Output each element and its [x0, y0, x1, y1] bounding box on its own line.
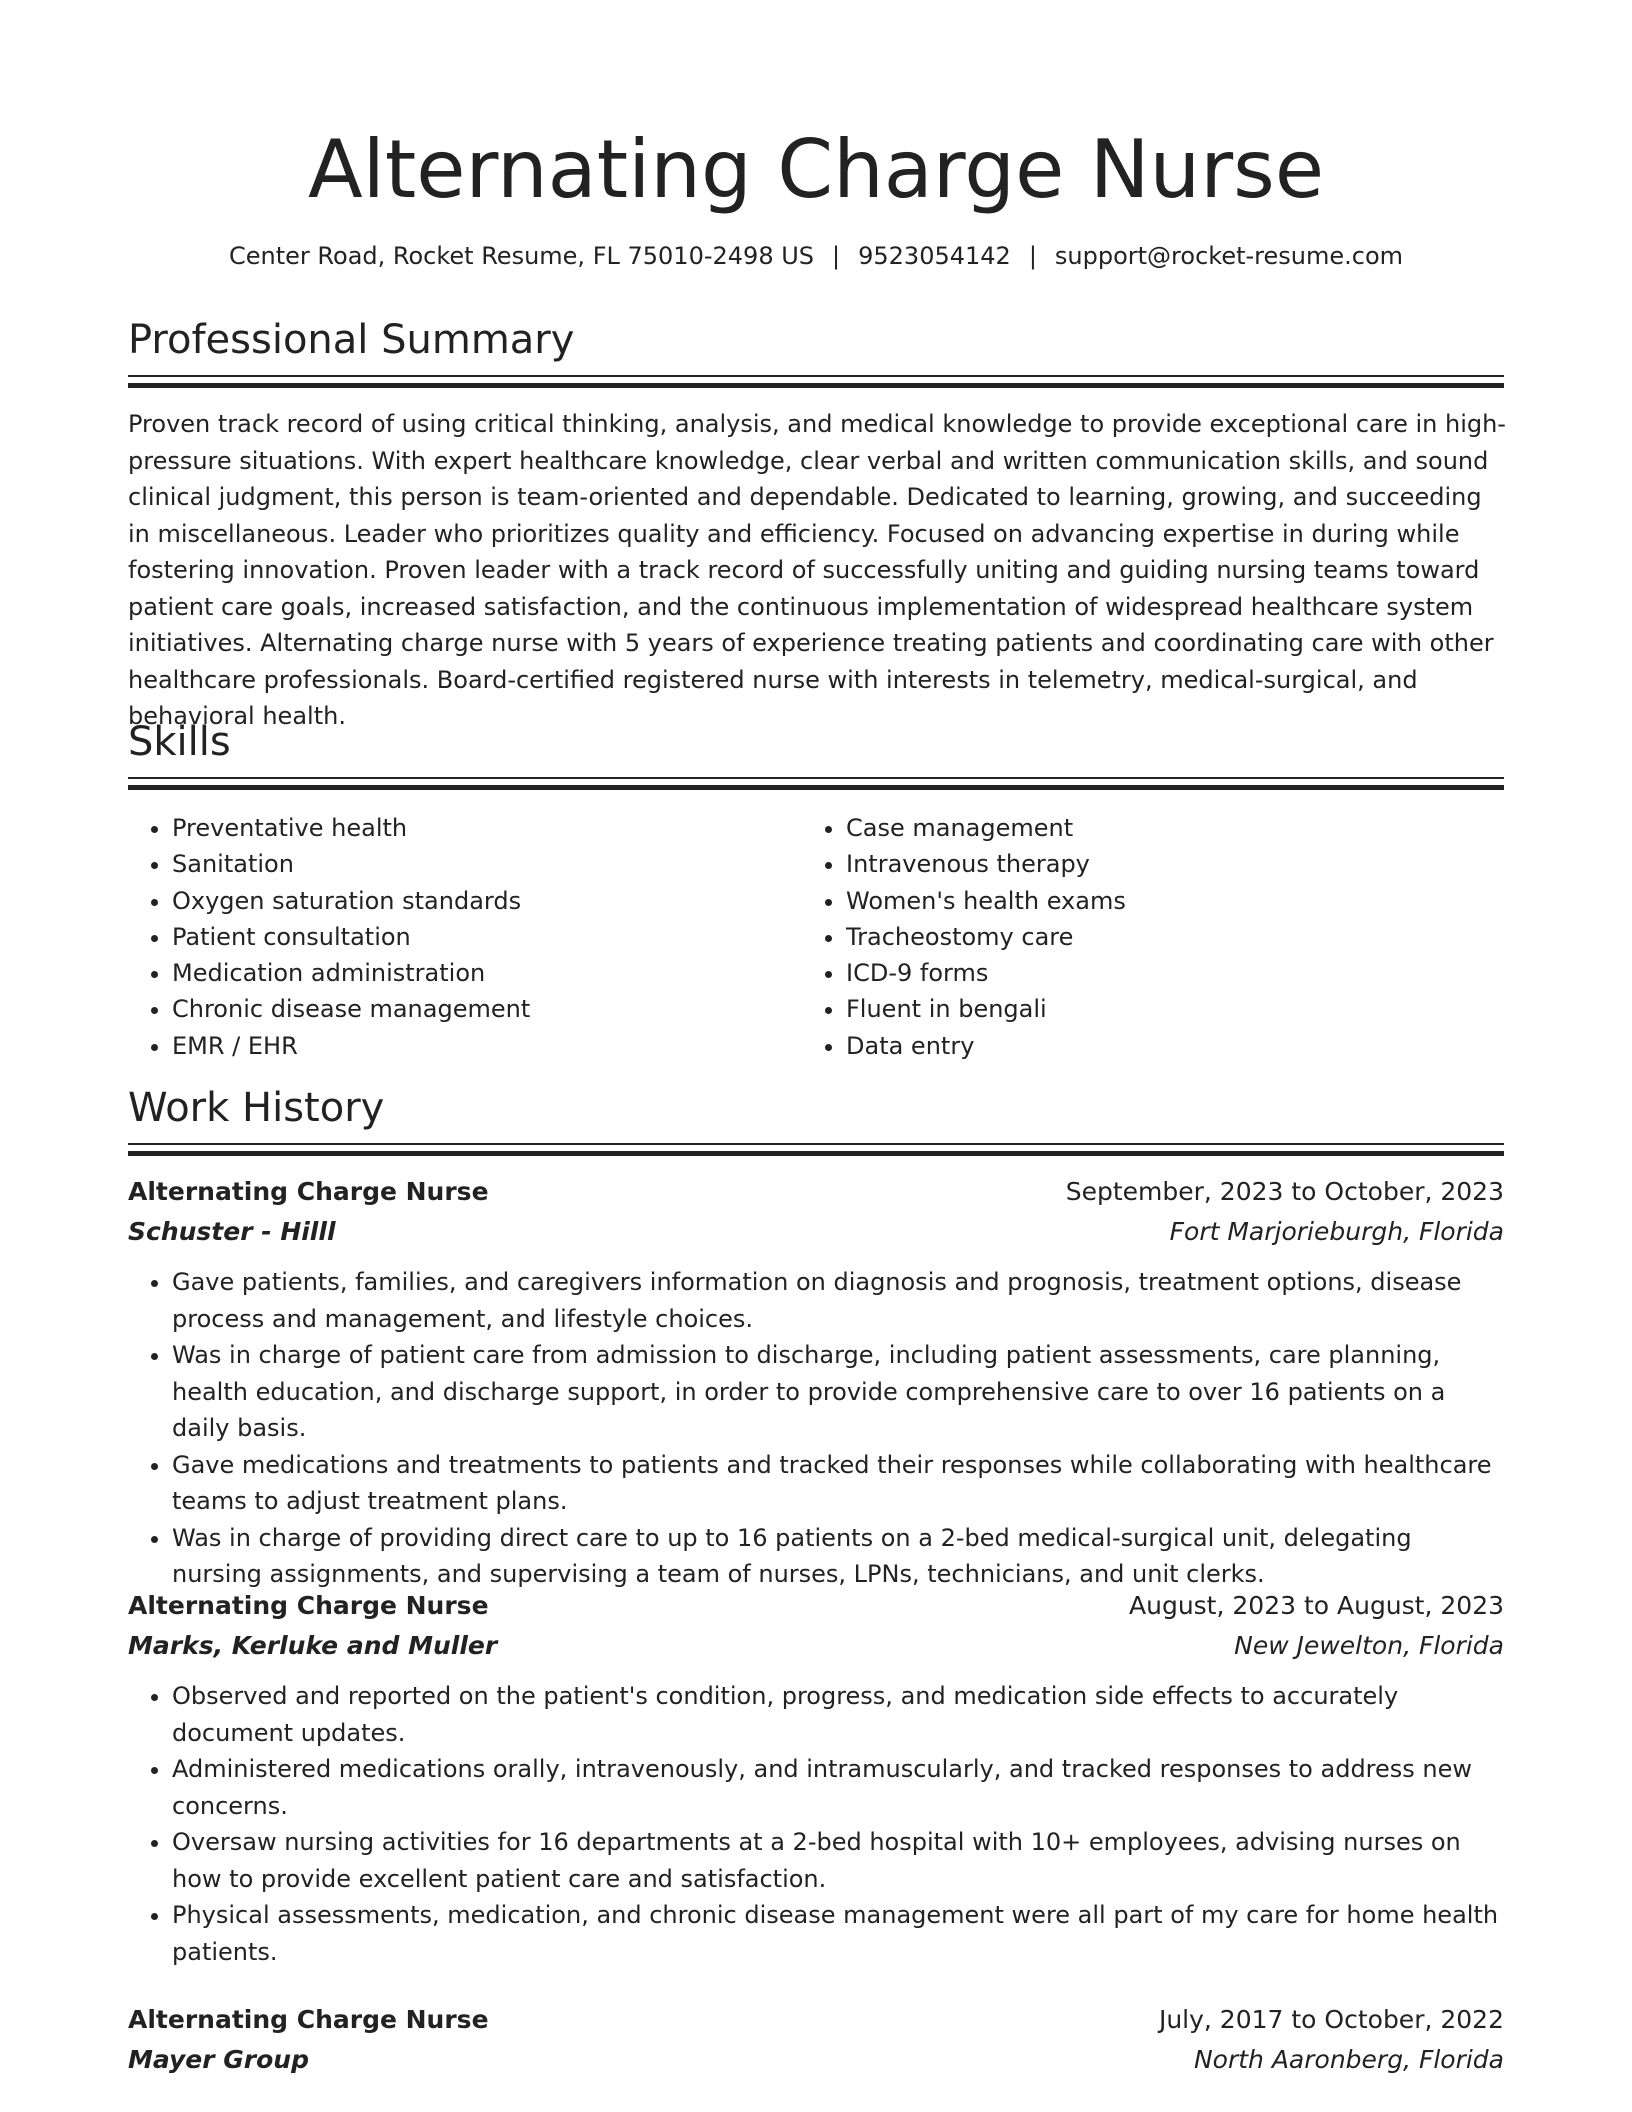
summary-text: Proven track record of using critical thinking, analysis, and medical knowledge to provide exceptional care in high-pressure situations. With expert healthcare knowledge, clear verbal and written communication skills, and sound clinical judgment, this person is team-oriented and dependable. Dedicated to learning, growing, and succeeding in miscellaneous. Leader who prioritizes quality and efficiency. Focused on advancing expertise in during while fostering innovation. Proven leader with a track record of successfully uniting and guiding nursing teams toward patient care goals, increased satisfaction, and the continuous implementation of widespread healthcare system initiatives. Alternating charge nurse with 5 years of experience treating patients and coordinating care with other healthcare professionals. Board-certified registered nurse with interests in telemetry, medical-surgical, and behavioral health.: [128, 410, 1506, 730]
job-company: Mayer Group: [128, 2045, 309, 2074]
contact-phone: 9523054142: [858, 242, 1011, 270]
section-heading-skills: Skills: [128, 719, 231, 765]
contact-separator: |: [832, 242, 841, 270]
job-title: Alternating Charge Nurse: [128, 2005, 489, 2034]
job-bullet: • Administered medications orally, intravenously, and intramuscularly, and tracked responses to address new concerns.: [172, 1751, 1508, 1824]
section-heading-summary: Professional Summary: [128, 317, 575, 363]
job-company: Schuster - Hilll: [128, 1217, 336, 1246]
contact-email: support@rocket-resume.com: [1054, 242, 1403, 270]
skill-item: • EMR / EHR: [172, 1028, 788, 1064]
skill-item: • Oxygen saturation standards: [172, 883, 788, 919]
job-title: Alternating Charge Nurse: [128, 1591, 489, 1620]
contact-address: Center Road, Rocket Resume, FL 75010-2498 US: [229, 242, 815, 270]
skill-item: • Chronic disease management: [172, 991, 788, 1027]
job-title: Alternating Charge Nurse: [128, 1177, 489, 1206]
job-dates: July, 2017 to October, 2022: [1158, 2005, 1504, 2034]
skill-item: • Women's health exams: [846, 883, 1462, 919]
job-bullet: • Was in charge of patient care from admission to discharge, including patient assessments, care planning, health education, and discharge support, in order to provide comprehensive care to over 16 patients on a daily basis.: [172, 1337, 1508, 1447]
job-bullets: [128, 1264, 1508, 1593]
job-bullets: [128, 1678, 1508, 1970]
resume-name: Alternating Charge Nurse: [307, 123, 1325, 216]
skills-column-right: [802, 810, 1462, 1064]
skill-item: • Patient consultation: [172, 919, 788, 955]
job-bullet: • Physical assessments, medication, and chronic disease management were all part of my care for home health patients.: [172, 1897, 1508, 1970]
job-company: Marks, Kerluke and Muller: [128, 1631, 498, 1660]
skill-item: • Case management: [846, 810, 1462, 846]
section-heading-work-history: Work History: [128, 1085, 385, 1131]
job-bullet: • Gave medications and treatments to patients and tracked their responses while collaborating with healthcare teams to adjust treatment plans.: [172, 1447, 1508, 1520]
job-location: Fort Marjorieburgh, Florida: [1169, 1217, 1504, 1246]
contact-separator: |: [1028, 242, 1037, 270]
contact-line: [0, 238, 1632, 274]
skill-item: • Medication administration: [172, 955, 788, 991]
skill-item: • ICD-9 forms: [846, 955, 1462, 991]
skill-item: • Intravenous therapy: [846, 846, 1462, 882]
job-location: North Aaronberg, Florida: [1193, 2045, 1504, 2074]
job-location: New Jewelton, Florida: [1234, 1631, 1504, 1660]
skill-item: • Sanitation: [172, 846, 788, 882]
section-divider: [128, 1143, 1504, 1155]
job-dates: September, 2023 to October, 2023: [1065, 1177, 1504, 1206]
job-bullet: • Gave patients, families, and caregivers information on diagnosis and prognosis, treatment options, disease process and management, and lifestyle choices.: [172, 1264, 1508, 1337]
skill-item: • Fluent in bengali: [846, 991, 1462, 1027]
skill-item: • Data entry: [846, 1028, 1462, 1064]
job-bullet: • Observed and reported on the patient's condition, progress, and medication side effects to accurately document updates.: [172, 1678, 1508, 1751]
skill-item: • Tracheostomy care: [846, 919, 1462, 955]
skills-column-left: [128, 810, 788, 1064]
skill-item: • Preventative health: [172, 810, 788, 846]
job-bullet: • Was in charge of providing direct care to up to 16 patients on a 2-bed medical-surgical unit, delegating nursing assignments, and supervising a team of nurses, LPNs, technicians, and unit clerks.: [172, 1520, 1508, 1593]
job-bullet: • Oversaw nursing activities for 16 departments at a 2-bed hospital with 10+ employees, advising nurses on how to provide excellent patient care and satisfaction.: [172, 1824, 1508, 1897]
section-divider: [128, 777, 1504, 789]
job-dates: August, 2023 to August, 2023: [1129, 1591, 1504, 1620]
section-divider: [128, 375, 1504, 387]
